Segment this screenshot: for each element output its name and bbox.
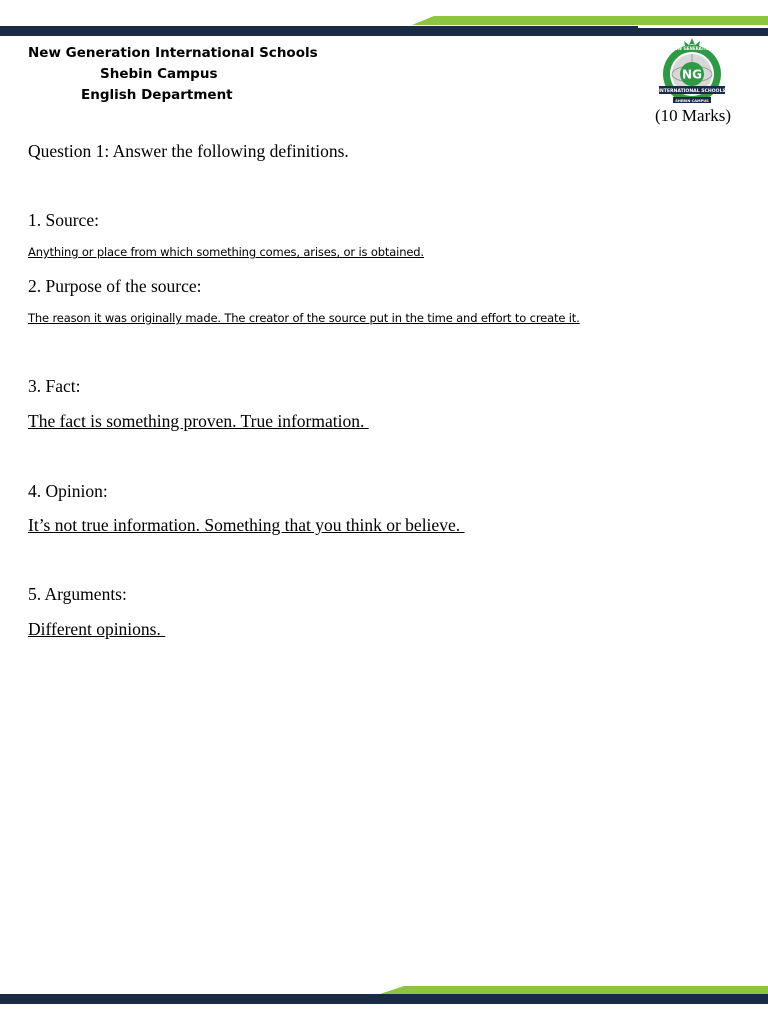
- term-source: 1. Source:: [28, 210, 99, 230]
- answer-purpose: The reason it was originally made. The creator of the source put in the time and effort to create it.: [28, 311, 580, 325]
- department-name: English Department: [81, 87, 233, 103]
- header-green-stripe: [412, 16, 768, 25]
- question-title: Question 1: Answer the following definitions.: [28, 141, 349, 161]
- school-logo-icon: [654, 36, 730, 110]
- logo-sub-banner-text: SHEBIN CAMPUS: [675, 98, 709, 103]
- logo-monogram: NG: [682, 67, 702, 82]
- logo-ring-text: NEW GENERATION: [671, 46, 713, 51]
- footer-navy-stripe: [0, 994, 768, 1004]
- answer-arguments: Different opinions.: [28, 619, 166, 639]
- term-opinion: 4. Opinion:: [28, 481, 108, 501]
- school-name: New Generation International Schools: [28, 45, 318, 61]
- term-purpose: 2. Purpose of the source:: [28, 276, 202, 296]
- header-decor-band: [0, 14, 768, 38]
- answer-opinion: It’s not true information. Something that you think or believe.: [28, 515, 465, 535]
- answer-source: Anything or place from which something comes, arises, or is obtained.: [28, 245, 424, 259]
- campus-name: Shebin Campus: [100, 66, 218, 82]
- footer-decor-band: [0, 984, 768, 1008]
- term-fact: 3. Fact:: [28, 376, 81, 396]
- header-stripe-lip: [638, 26, 768, 28]
- term-arguments: 5. Arguments:: [28, 584, 127, 604]
- answer-fact: The fact is something proven. True information.: [28, 411, 369, 431]
- marks-label: (10 Marks): [655, 106, 732, 125]
- footer-green-stripe: [380, 986, 768, 994]
- logo-banner-text: INTERNATIONAL SCHOOLS: [658, 89, 726, 94]
